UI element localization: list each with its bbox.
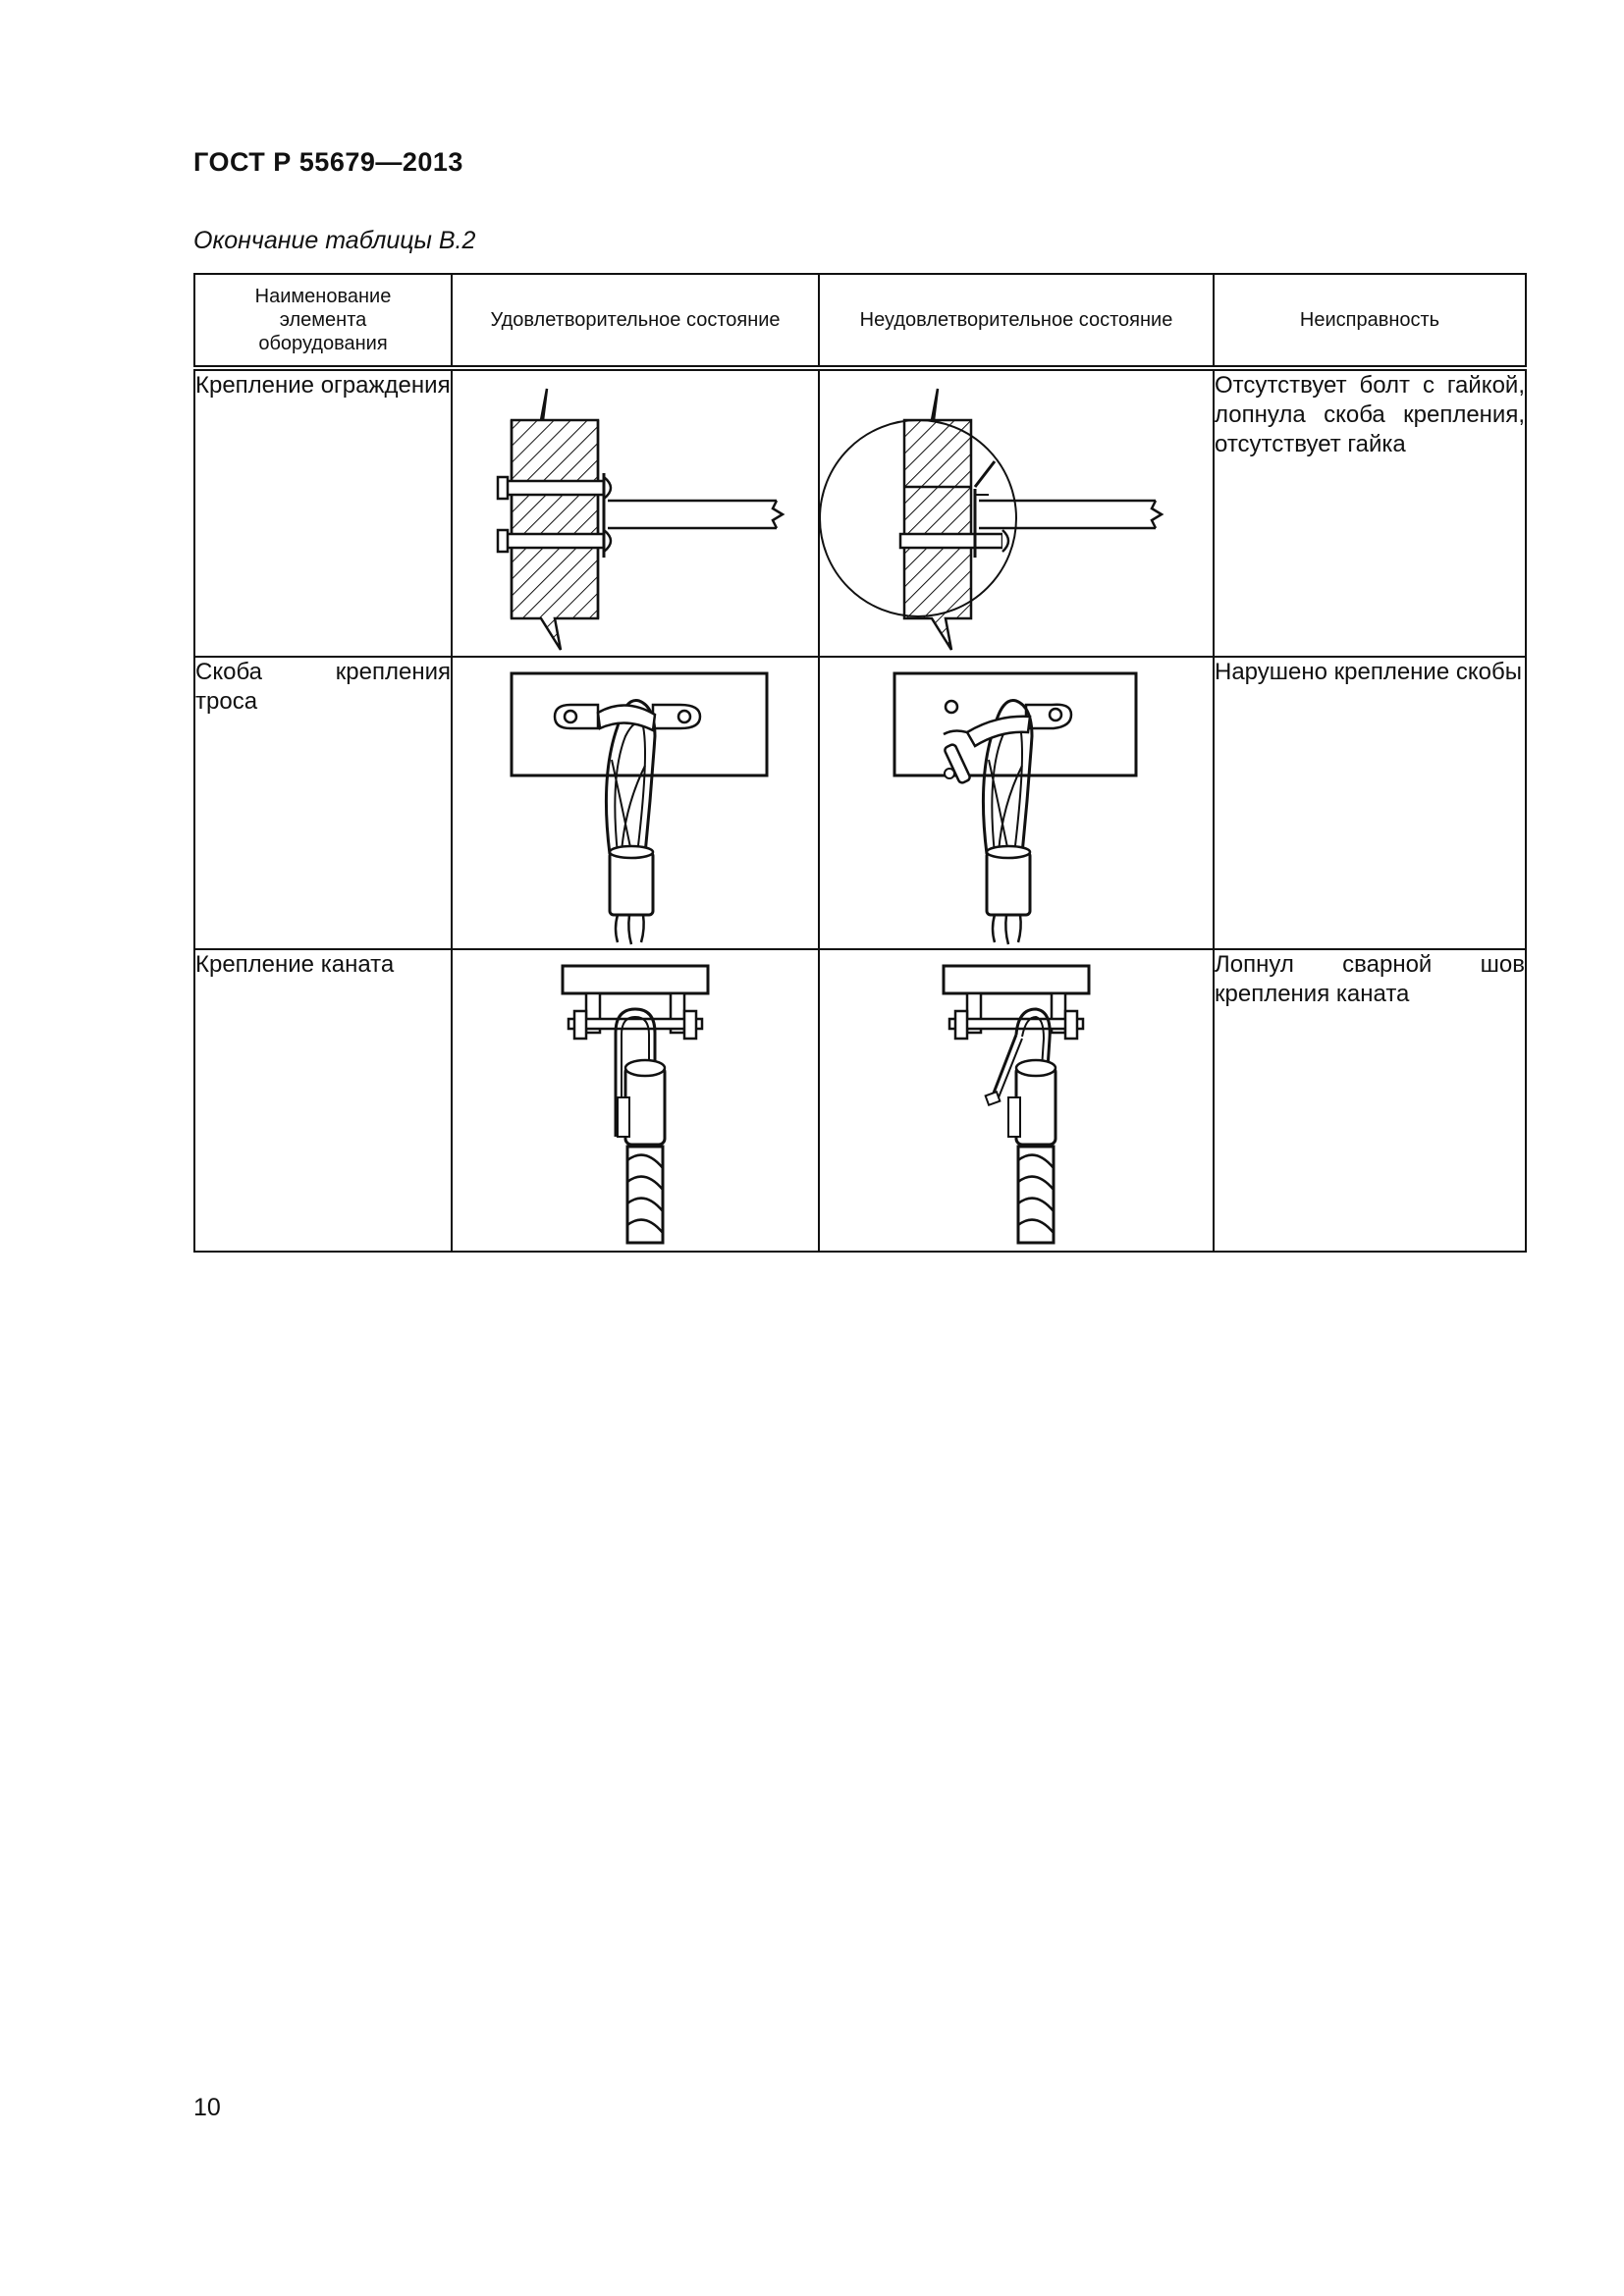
cable-clamp-ok-illustration	[453, 658, 820, 948]
document-code: ГОСТ Р 55679—2013	[193, 147, 463, 177]
satisfactory-figure-rope	[452, 949, 819, 1252]
page-number: 10	[193, 2094, 221, 2121]
satisfactory-figure-railing	[452, 368, 819, 657]
cable-clamp-faulty-illustration	[820, 658, 1215, 948]
column-header-element: Наименование элемента оборудования	[194, 274, 452, 368]
unsatisfactory-figure-clamp	[819, 657, 1214, 949]
table-header-row	[194, 274, 1526, 368]
fault-description: Нарушено крепление скобы	[1214, 657, 1526, 949]
column-header-unsatisfactory: Неудовлетворительное состояние	[819, 274, 1214, 368]
railing-fastening-ok-illustration	[453, 371, 820, 656]
satisfactory-figure-clamp	[452, 657, 819, 949]
unsatisfactory-figure-railing	[819, 368, 1214, 657]
rope-fastening-faulty-illustration	[820, 950, 1215, 1251]
column-header-fault: Неисправность	[1214, 274, 1526, 368]
rope-fastening-ok-illustration	[453, 950, 820, 1251]
railing-fastening-faulty-illustration	[820, 371, 1215, 656]
table-row	[194, 368, 1526, 657]
fault-description: Отсутствует болт с гайкой, лопнула скоба крепления, отсутствует гайка	[1214, 368, 1526, 657]
table-caption: Окончание таблицы В.2	[193, 227, 476, 254]
element-name: Скоба крепления троса	[194, 657, 452, 949]
unsatisfactory-figure-rope	[819, 949, 1214, 1252]
element-name: Крепление каната	[194, 949, 452, 1252]
column-header-satisfactory: Удовлетворительное состояние	[452, 274, 819, 368]
table-row	[194, 949, 1526, 1252]
equipment-table	[193, 273, 1527, 1253]
table-row	[194, 657, 1526, 949]
fault-description: Лопнул сварной шов крепления каната	[1214, 949, 1526, 1252]
element-name: Крепление ограждения	[194, 368, 452, 657]
